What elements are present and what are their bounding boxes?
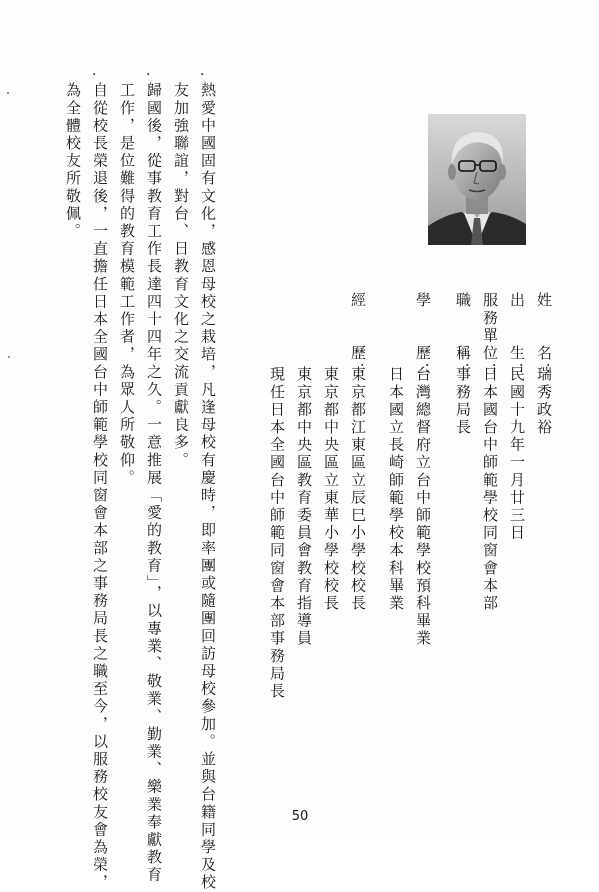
paragraph-bullet: · — [200, 67, 205, 83]
title-value: 事務局長 — [454, 366, 472, 437]
birth-label: 出 生： — [508, 292, 526, 380]
career-item: 現任日本全國台中師範同窗會本部事務局長 — [268, 366, 286, 701]
biography-line: 自從校長榮退後，一直擔任日本全國台中師範學校同窗會本部之事務局長之職至今，以服務校友會為榮， — [91, 82, 109, 892]
scan-speck — [8, 356, 10, 358]
unit-label: 服務單位： — [481, 292, 499, 380]
portrait-photo — [428, 114, 526, 245]
paragraph-bullet: · — [146, 67, 151, 83]
career-item: 東京都江東區立辰巳小學校校長 — [349, 366, 367, 613]
name-label: 姓 名： — [535, 292, 553, 380]
education-item: 台灣總督府立台中師範學校預科畢業 — [414, 366, 432, 648]
career-label: 經 歷： — [349, 292, 367, 380]
page-number: 50 — [291, 809, 309, 824]
biography-line: 為全體校友所敬佩。 — [64, 82, 82, 241]
education-label: 學 歷： — [414, 292, 432, 380]
biography-line: 歸國後，從事教育工作長達四十四年之久。一意推展「愛的教育」，以專業、敬業、勤業、樂業奉獻教育 — [145, 82, 163, 885]
birth-value: 民國十九年一月廿三日 — [508, 366, 526, 542]
education-item: 日本國立長崎師範學校本科畢業 — [387, 366, 405, 613]
career-item: 東京都中央區教育委員會教育指導員 — [295, 366, 313, 648]
scan-speck — [7, 92, 9, 94]
biography-line: 友加強聯誼，對台、日教育文化之交流貢獻良多。 — [172, 82, 190, 470]
biography-line: 工作，是位難得的教育模範工作者，為眾人所敬仰。 — [118, 82, 136, 487]
career-item: 東京都中央區立東華小學校校長 — [322, 366, 340, 613]
biography-line: 熱愛中國固有文化，感恩母校之栽培，凡逢母校有慶時，即率團或隨團回訪母校參加。並與台籍同學及校 — [199, 82, 217, 892]
name-value: 瑞秀政裕 — [535, 366, 553, 437]
unit-value: 日本國台中師範學校同窗會本部 — [481, 366, 499, 613]
title-label: 職 稱： — [454, 292, 472, 380]
paragraph-bullet: · — [92, 67, 97, 83]
